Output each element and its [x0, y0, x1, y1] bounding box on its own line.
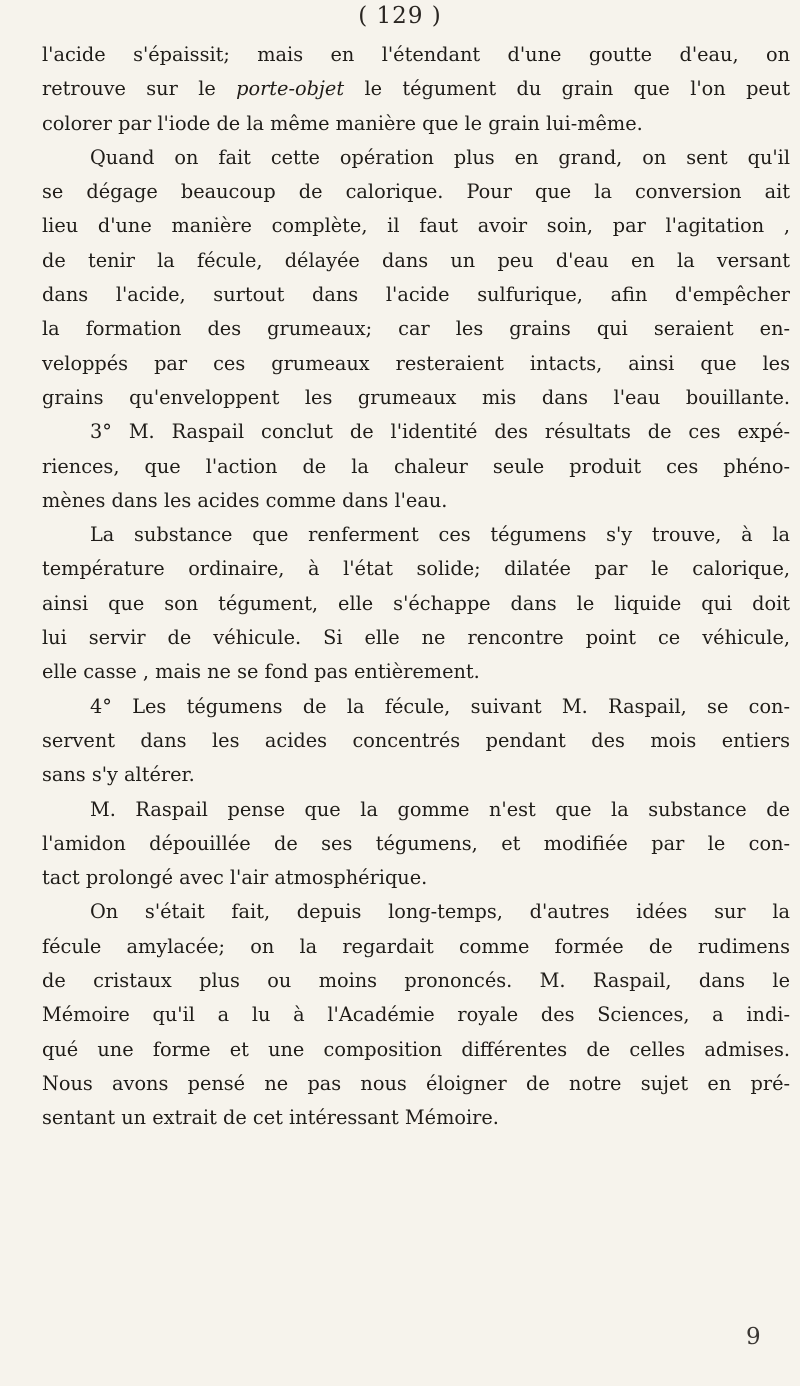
text-line: grains qu'enveloppent les grumeaux mis dans l'eau bouillante. — [42, 385, 790, 409]
text-line — [42, 72, 790, 106]
text-line: qué une forme et une composition différentes de celles admises. — [42, 1037, 790, 1061]
text-segment: le tégument du grain que l'on peut — [344, 77, 790, 101]
text-line: La substance que renferment ces tégumens s'y trouve, à la — [90, 523, 790, 547]
text-line: de tenir la fécule, délayée dans un peu d'eau en la versant — [42, 248, 790, 272]
page-number: ( 129 ) — [358, 3, 442, 29]
text-line: Quand on fait cette opération plus en grand, on sent qu'il — [90, 145, 790, 169]
text-line: servent dans les acides concentrés pendant des mois entiers — [42, 728, 790, 752]
text-line: fécule amylacée; on la regardait comme formée de rudimens — [42, 934, 790, 958]
text-line: 3° M. Raspail conclut de l'identité des résultats de ces expé- — [90, 420, 790, 444]
text-line: lui servir de véhicule. Si elle ne rencontre point ce véhicule, — [42, 626, 790, 650]
text-line: riences, que l'action de la chaleur seule produit ces phéno- — [42, 454, 790, 478]
text-line: sentant un extrait de cet intéressant Mémoire. — [42, 1106, 499, 1130]
text-line: dans l'acide, surtout dans l'acide sulfurique, afin d'empêcher — [42, 283, 790, 307]
text-line: mènes dans les acides comme dans l'eau. — [42, 488, 448, 512]
text-segment: retrouve sur le — [42, 77, 237, 101]
text-line: Mémoire qu'il a lu à l'Académie royale des Sciences, a indi- — [42, 1003, 790, 1027]
text-line: veloppés par ces grumeaux resteraient intacts, ainsi que les — [42, 351, 790, 375]
text-line: 4° Les tégumens de la fécule, suivant M. Raspail, se con- — [90, 694, 790, 718]
text-line: tact prolongé avec l'air atmosphérique. — [42, 866, 428, 890]
text-line: la formation des grumeaux; car les grains qui seraient en- — [42, 317, 790, 341]
text-line: l'acide s'épaissit; mais en l'étendant d'une goutte d'eau, on — [42, 43, 790, 66]
text-line: On s'était fait, depuis long-temps, d'autres idées sur la — [90, 900, 790, 924]
text-line: M. Raspail pense que la gomme n'est que la substance de — [90, 797, 790, 821]
italic-term: porte-objet — [236, 77, 345, 101]
text-line: se dégage beaucoup de calorique. Pour que la conversion ait — [42, 180, 790, 204]
signature-mark: 9 — [746, 1324, 761, 1350]
text-line: température ordinaire, à l'état solide; dilatée par le calorique, — [42, 557, 790, 581]
text-line: colorer par l'iode de la même manière que le grain lui-même. — [42, 111, 643, 135]
body-text — [42, 38, 790, 1136]
text-line: de cristaux plus ou moins prononcés. M. Raspail, dans le — [42, 969, 790, 993]
text-line: l'amidon dépouillée de ses tégumens, et modifiée par le con- — [42, 831, 790, 855]
text-line: lieu d'une manière complète, il faut avoir soin, par l'agitation , — [42, 214, 790, 238]
text-line: Nous avons pensé ne pas nous éloigner de notre sujet en pré- — [42, 1071, 790, 1095]
text-line: sans s'y altérer. — [42, 763, 195, 787]
text-line: elle casse , mais ne se fond pas entièrement. — [42, 660, 480, 684]
text-line: ainsi que son tégument, elle s'échappe dans le liquide qui doit — [42, 591, 790, 615]
